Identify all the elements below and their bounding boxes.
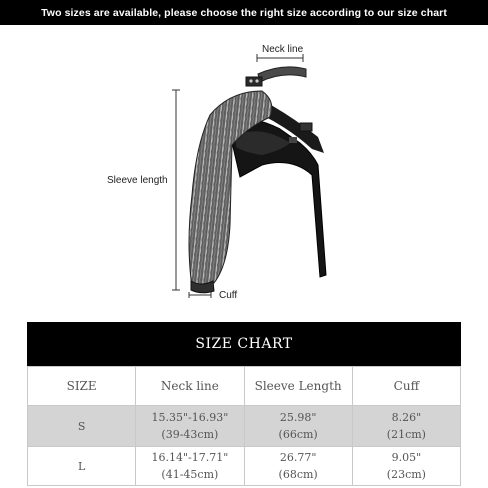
neck-cm: (39-43cm): [161, 428, 219, 441]
sleeve-length-label: Sleeve length: [107, 175, 168, 186]
neck-dimension-line: [257, 54, 303, 62]
cuff-inches: 9.05": [391, 451, 422, 464]
header-neck-line: Neck line: [136, 367, 244, 406]
neck-line-label: Neck line: [262, 44, 304, 55]
sleeve-cm: (66cm): [278, 428, 318, 441]
neck-inches: 16.14"-17.71": [151, 451, 229, 464]
cuff-cell: [352, 447, 460, 486]
neck-cm: (41-45cm): [161, 468, 219, 481]
sleeve-cm: (68cm): [278, 468, 318, 481]
cuff-cm: (23cm): [386, 468, 426, 481]
size-chart-title: SIZE CHART: [27, 322, 461, 366]
sleeve-inches: 25.98": [279, 411, 317, 424]
cuff-cm: (21cm): [386, 428, 426, 441]
product-figure: [0, 25, 488, 320]
size-chart: [27, 322, 461, 482]
garment-illustration: [0, 25, 488, 320]
header-cuff: Cuff: [352, 367, 460, 406]
neck-cell: [136, 406, 244, 447]
banner-text: Two sizes are available, please choose the right size according to our size chart: [41, 6, 447, 19]
sleeve: [189, 91, 272, 287]
sleeve-dimension-line: [172, 90, 180, 290]
cuff-inches: 8.26": [391, 411, 422, 424]
sleeve-inches: 26.77": [279, 451, 317, 464]
neck-cell: [136, 447, 244, 486]
size-cell: L: [28, 447, 136, 486]
table-row: [28, 406, 461, 447]
cuff-label: Cuff: [219, 290, 238, 301]
cuff-cell: [352, 406, 460, 447]
collar: [246, 67, 306, 86]
table-row: [28, 447, 461, 486]
size-table: [27, 366, 461, 486]
table-header-row: [28, 367, 461, 406]
neck-inches: 15.35"-16.93": [151, 411, 229, 424]
sleeve-cell: [244, 447, 352, 486]
size-cell: S: [28, 406, 136, 447]
sleeve-cell: [244, 406, 352, 447]
header-size: SIZE: [28, 367, 136, 406]
header-sleeve-length: Sleeve Length: [244, 367, 352, 406]
top-banner: [0, 0, 488, 25]
